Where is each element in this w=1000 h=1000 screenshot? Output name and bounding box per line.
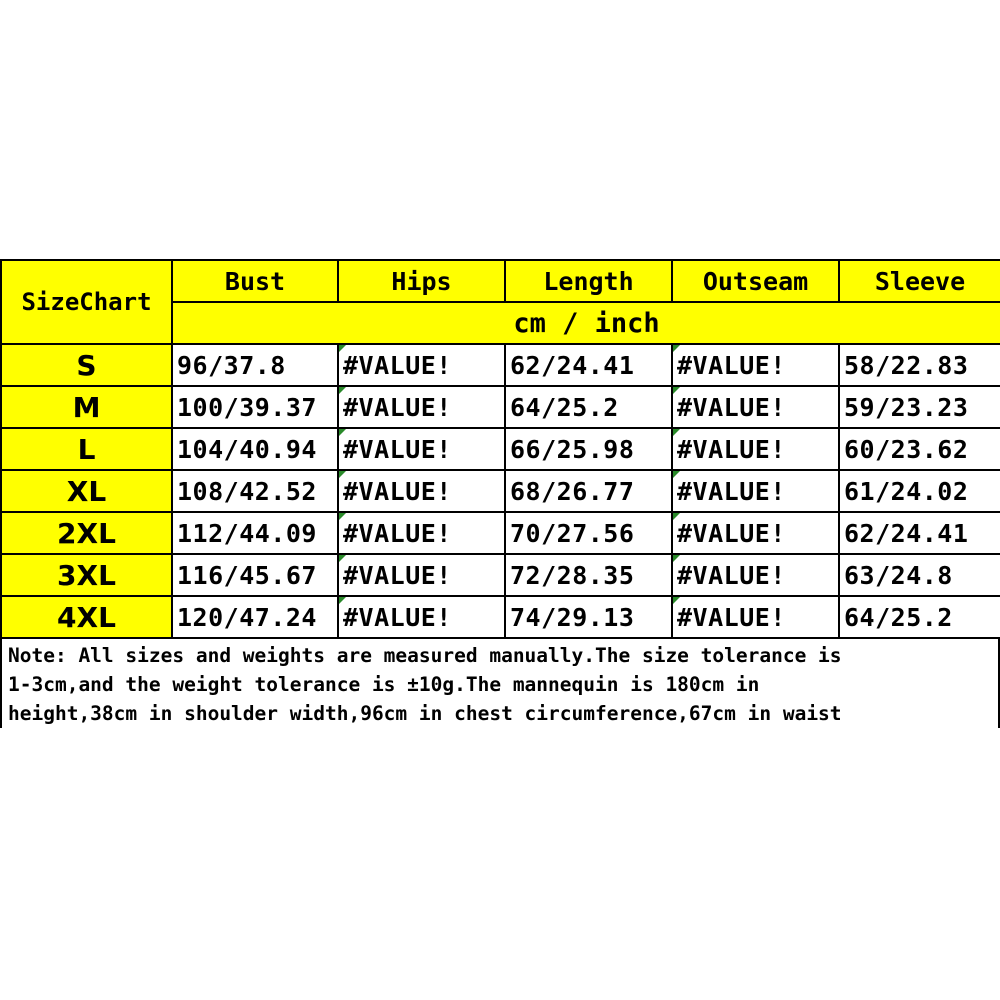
error-marker-icon — [673, 345, 680, 352]
cell-text: #VALUE! — [343, 350, 452, 380]
table-cell: 112/44.09 — [172, 512, 338, 554]
column-header-outseam: Outseam — [672, 260, 839, 302]
table-row — [1, 428, 1000, 470]
table-cell: 68/26.77 — [505, 470, 672, 512]
table-cell — [672, 344, 839, 386]
table-cell: 100/39.37 — [172, 386, 338, 428]
table-cell — [672, 554, 839, 596]
size-label: L — [1, 428, 172, 470]
cell-text: #VALUE! — [343, 602, 452, 632]
table-cell — [672, 470, 839, 512]
table-row — [1, 554, 1000, 596]
cell-text: #VALUE! — [343, 392, 452, 422]
table-cell: 61/24.02 — [839, 470, 1000, 512]
error-marker-icon — [673, 597, 680, 604]
size-label: S — [1, 344, 172, 386]
cell-text: #VALUE! — [343, 434, 452, 464]
table-row — [1, 470, 1000, 512]
error-marker-icon — [339, 513, 346, 520]
table-cell: 104/40.94 — [172, 428, 338, 470]
table-row — [1, 386, 1000, 428]
table-cell: 60/23.62 — [839, 428, 1000, 470]
cell-text: #VALUE! — [677, 602, 786, 632]
unit-label: cm / inch — [172, 302, 1000, 344]
cell-text: #VALUE! — [677, 476, 786, 506]
column-header-hips: Hips — [338, 260, 505, 302]
cell-text: #VALUE! — [343, 560, 452, 590]
error-marker-icon — [339, 555, 346, 562]
table-cell — [338, 386, 505, 428]
table-cell: 96/37.8 — [172, 344, 338, 386]
table-cell — [338, 554, 505, 596]
table-cell: 62/24.41 — [839, 512, 1000, 554]
table-cell: 58/22.83 — [839, 344, 1000, 386]
size-label: 2XL — [1, 512, 172, 554]
table-cell: 63/24.8 — [839, 554, 1000, 596]
table-row — [1, 512, 1000, 554]
table-cell — [338, 470, 505, 512]
size-label: M — [1, 386, 172, 428]
table-cell — [672, 386, 839, 428]
table-cell: 62/24.41 — [505, 344, 672, 386]
size-label: XL — [1, 470, 172, 512]
column-header-bust: Bust — [172, 260, 338, 302]
note-line: Note: All sizes and weights are measured manually.The size tolerance is — [8, 644, 842, 667]
error-marker-icon — [339, 387, 346, 394]
cell-text: #VALUE! — [343, 518, 452, 548]
table-cell: 108/42.52 — [172, 470, 338, 512]
cell-text: #VALUE! — [677, 392, 786, 422]
size-chart — [0, 259, 1000, 728]
column-header-sleeve: Sleeve — [839, 260, 1000, 302]
table-cell: 120/47.24 — [172, 596, 338, 638]
table-cell — [672, 512, 839, 554]
size-table — [0, 259, 1000, 639]
table-cell: 70/27.56 — [505, 512, 672, 554]
error-marker-icon — [339, 345, 346, 352]
table-cell: 72/28.35 — [505, 554, 672, 596]
note-line: height,38cm in shoulder width,96cm in chest circumference,67cm in waist — [8, 702, 842, 725]
cell-text: #VALUE! — [343, 476, 452, 506]
error-marker-icon — [339, 471, 346, 478]
corner-label: SizeChart — [1, 260, 172, 344]
table-cell: 74/29.13 — [505, 596, 672, 638]
size-label: 3XL — [1, 554, 172, 596]
error-marker-icon — [673, 471, 680, 478]
cell-text: #VALUE! — [677, 350, 786, 380]
size-note — [0, 639, 1000, 728]
table-cell: 64/25.2 — [505, 386, 672, 428]
table-cell: 116/45.67 — [172, 554, 338, 596]
cell-text: #VALUE! — [677, 518, 786, 548]
error-marker-icon — [339, 429, 346, 436]
table-cell: 66/25.98 — [505, 428, 672, 470]
table-cell — [338, 344, 505, 386]
error-marker-icon — [673, 387, 680, 394]
table-cell — [672, 428, 839, 470]
table-cell — [672, 596, 839, 638]
cell-text: #VALUE! — [677, 560, 786, 590]
table-cell — [338, 512, 505, 554]
error-marker-icon — [673, 513, 680, 520]
header-row — [1, 260, 1000, 302]
table-row — [1, 344, 1000, 386]
table-row — [1, 596, 1000, 638]
error-marker-icon — [339, 597, 346, 604]
table-cell: 59/23.23 — [839, 386, 1000, 428]
cell-text: #VALUE! — [677, 434, 786, 464]
error-marker-icon — [673, 429, 680, 436]
table-cell — [338, 596, 505, 638]
size-label: 4XL — [1, 596, 172, 638]
note-line: 1-3cm,and the weight tolerance is ±10g.The mannequin is 180cm in — [8, 673, 760, 696]
table-cell — [338, 428, 505, 470]
error-marker-icon — [673, 555, 680, 562]
table-cell: 64/25.2 — [839, 596, 1000, 638]
column-header-length: Length — [505, 260, 672, 302]
